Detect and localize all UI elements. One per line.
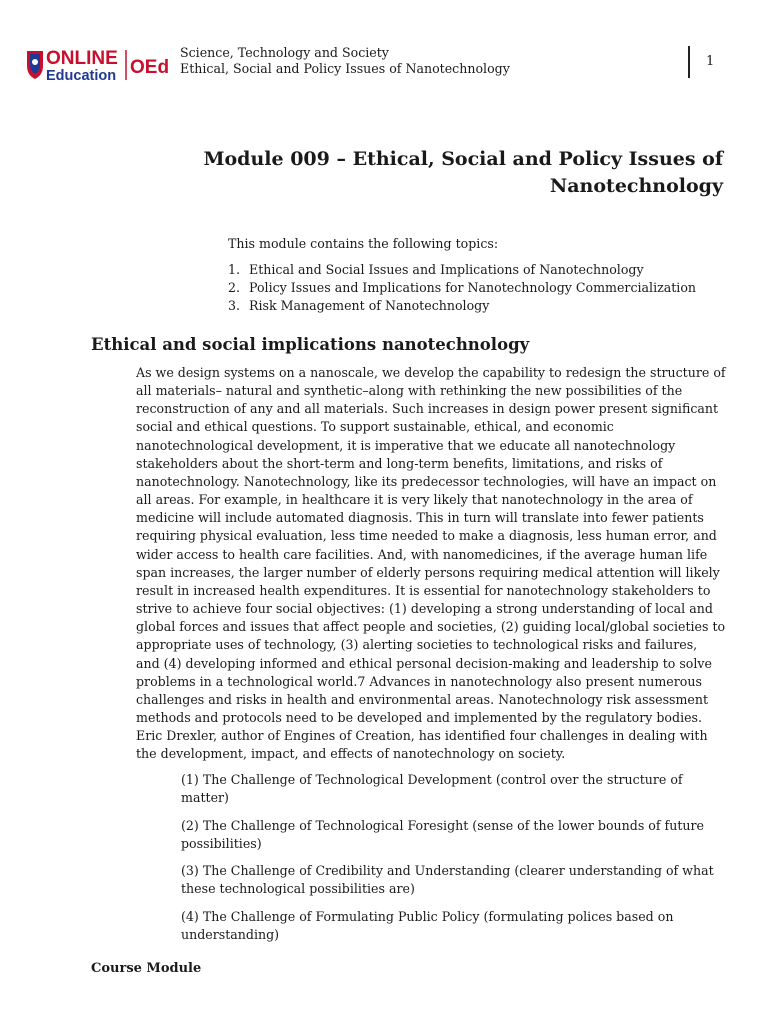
body-line: nanotechnology. Nanotechnology, like its predecessor technologies, will have an impact on bbox=[136, 473, 717, 489]
topic-label: Policy Issues and Implications for Nanotechnology Commercialization bbox=[249, 280, 697, 295]
body-line: result in increased health expenditures. It is essential for nanotechnology stakeholders to bbox=[136, 582, 711, 598]
body-line: all areas. For example, in healthcare it is very likely that nanotechnology in the area of bbox=[136, 492, 693, 508]
topic-number: 3. bbox=[228, 298, 241, 313]
topic-item bbox=[228, 279, 696, 297]
intro-text: This module contains the following topics: bbox=[228, 236, 499, 251]
body-line: problems in a technological world.7 Advances in nanotechnology also present numerous bbox=[136, 673, 702, 689]
page-number: 1 bbox=[706, 54, 715, 69]
module-subtitle: Ethical, Social and Policy Issues of Nanotechnology bbox=[180, 61, 510, 76]
topic-number: 1. bbox=[228, 262, 241, 277]
topic-label: Risk Management of Nanotechnology bbox=[249, 298, 490, 313]
module-title bbox=[200, 146, 723, 200]
topic-item bbox=[228, 297, 696, 315]
section-heading: Ethical and social implications nanotechnology bbox=[91, 335, 530, 354]
logo-education-text: Education bbox=[46, 68, 117, 84]
logo-online-text: ONLINE bbox=[46, 48, 118, 69]
challenge-list bbox=[181, 771, 721, 953]
course-title: Science, Technology and Society bbox=[180, 45, 389, 60]
challenge-item bbox=[181, 862, 721, 898]
logo-oed-text: OEd bbox=[130, 57, 170, 78]
challenge-item bbox=[181, 771, 721, 807]
challenge-item bbox=[181, 817, 721, 853]
body-line: As we design systems on a nanoscale, we develop the capability to redesign the structure of bbox=[136, 365, 726, 380]
challenge-line: understanding) bbox=[181, 926, 280, 942]
body-line: wider access to health care facilities. And, with nanomedicines, if the average human life bbox=[136, 546, 708, 562]
title-line: Module 009 – Ethical, Social and Policy Issues of bbox=[203, 148, 723, 170]
body-line: span increases, the larger number of elderly persons requiring medical attention will likely bbox=[136, 564, 720, 580]
body-paragraph bbox=[136, 364, 724, 763]
title-line: Nanotechnology bbox=[549, 175, 723, 197]
body-line: the development, impact, and effects of nanotechnology on society. bbox=[136, 746, 566, 762]
header-text bbox=[180, 45, 510, 77]
body-line: global forces and issues that affect people and societies, (2) guiding local/global societies to bbox=[136, 619, 726, 635]
challenge-line: possibilities) bbox=[181, 835, 262, 851]
challenge-line: (4) The Challenge of Formulating Public Policy (formulating polices based on bbox=[181, 908, 674, 924]
challenge-item bbox=[181, 908, 721, 944]
topic-list bbox=[228, 261, 696, 315]
body-line: all materials– natural and synthetic–along with rethinking the new possibilities of the bbox=[136, 383, 683, 399]
challenge-line: matter) bbox=[181, 790, 229, 805]
header-divider bbox=[688, 46, 690, 78]
body-line: strive to achieve four social objectives: (1) developing a strong understanding of local and bbox=[136, 601, 713, 617]
body-line: medicine will include automated diagnosis. This in turn will translate into fewer patients bbox=[136, 510, 704, 526]
body-line: stakeholders about the short-term and long-term benefits, limitations, and risks of bbox=[136, 455, 663, 471]
topic-item bbox=[228, 261, 696, 279]
challenge-line: (3) The Challenge of Credibility and Understanding (clearer understanding of what bbox=[181, 863, 714, 878]
challenge-line: (2) The Challenge of Technological Foresight (sense of the lower bounds of future bbox=[181, 817, 704, 833]
online-education-logo bbox=[24, 44, 176, 84]
body-line: Eric Drexler, author of Engines of Creation, has identified four challenges in dealing with bbox=[136, 728, 708, 744]
topic-number: 2. bbox=[228, 280, 241, 295]
body-line: requiring physical evaluation, less time needed to make a diagnosis, less human error, and bbox=[136, 528, 717, 544]
body-line: social and ethical questions. To support sustainable, ethical, and economic bbox=[136, 419, 614, 435]
challenge-line: (1) The Challenge of Technological Development (control over the structure of bbox=[181, 772, 683, 787]
challenge-line: these technological possibilities are) bbox=[181, 881, 415, 896]
page-header bbox=[24, 40, 744, 90]
body-line: and (4) developing informed and ethical personal decision-making and leadership to solve bbox=[136, 655, 712, 671]
body-line: methods and protocols need to be developed and implemented by the regulatory bodies. bbox=[136, 709, 703, 725]
body-line: nanotechnological development, it is imperative that we educate all nanotechnology bbox=[136, 437, 676, 453]
topic-label: Ethical and Social Issues and Implications of Nanotechnology bbox=[249, 262, 644, 277]
body-line: reconstruction of any and all materials. Such increases in design power present significant bbox=[136, 401, 719, 417]
body-line: appropriate uses of technology, (3) alerting societies to technological risks and failures, bbox=[136, 637, 698, 653]
footer-course-module: Course Module bbox=[91, 961, 202, 976]
body-line: challenges and risks in health and environmental areas. Nanotechnology risk assessment bbox=[136, 691, 709, 707]
